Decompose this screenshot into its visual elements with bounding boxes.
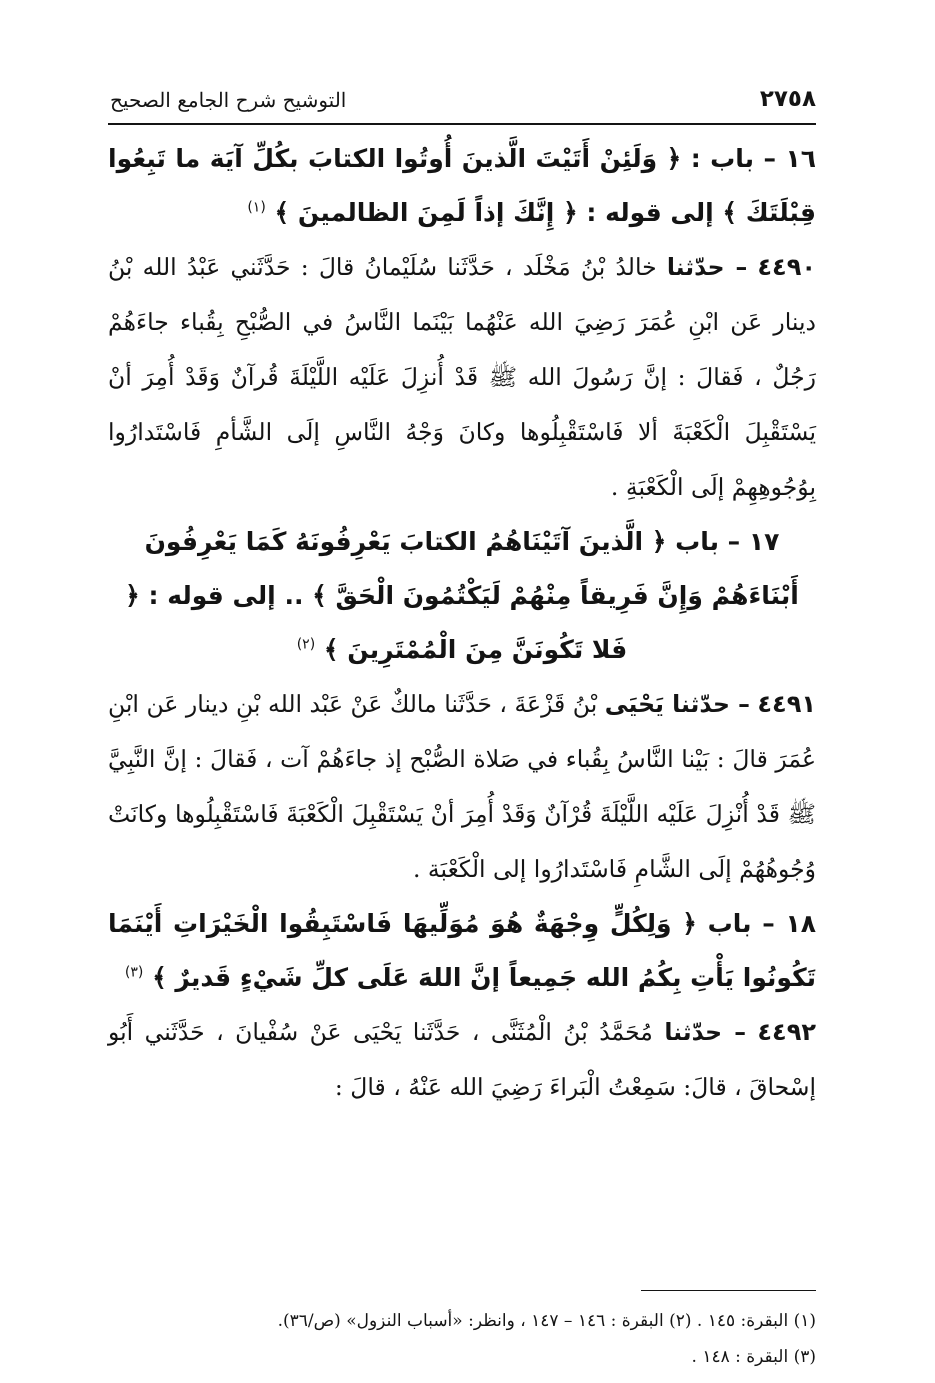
footnote-marker: (٢) (296, 636, 316, 653)
book-page (108, 80, 816, 1367)
chapter-text: ١٧ – باب ﴿ الَّذينَ آتَيْنَاهُمُ الكتابَ يَعْرِفُونَهُ كَمَا يَعْرِفُونَ أَبْنَاءَهُمْ وَإِنَّ فَرِيقاً مِنْهُمْ لَيَكْتُمُونَ الْحَقَّ ﴾ .. إلى قوله : ﴿ فَلا تَكُونَنَّ مِنَ الْمُمْتَرِينَ ﴾ (125, 527, 799, 664)
hadith-text: مُحَمَّدُ بْنُ الْمُثَنَّى ، حَدَّثَنا يَحْيَى عَنْ سُفْيانَ ، حَدَّثَني أَبُو إسْحاقَ ، قالَ: سَمِعْتُ الْبَراءَ رَضِيَ الله عَنْهُ ، قالَ : (108, 1018, 816, 1101)
hadith-4492 (108, 1005, 816, 1115)
header-rule (108, 123, 816, 125)
footnote-line: (٣) البقرة : ١٤٨ . (691, 1347, 816, 1367)
hadith-4490 (108, 240, 816, 515)
hadith-lead: – حدّثنا يَحْيَى (604, 690, 750, 718)
running-title: التوشيح شرح الجامع الصحيح (110, 88, 347, 112)
footnote-rule (641, 1290, 816, 1291)
chapter-heading-16 (108, 132, 816, 240)
hadith-lead: – حدّثنا (666, 253, 748, 281)
hadith-text: بْنُ قَزْعَةَ ، حَدَّثَنا مالكٌ عَنْ عَبْد الله بْنِ دينار عَن ابْنِ عُمَرَ قالَ : بَيْنا النَّاسُ بِقُباء في صَلاة الصُّبْح إذ جاءَهُمْ آت ، فَقالَ : إنَّ النَّبِيَّ ﷺ قَدْ أُنْزِلَ عَلَيْه اللَّيْلَةَ قُرْآنٌ وَقَدْ أُمِرَ أنْ يَسْتَقْبِلَ الْكَعْبَةَ فَاسْتَقْبِلُوها وكانَتْ وُجُوهُهُمْ إلَى الشَّامِ فَاسْتَدارُوا إلى الْكَعْبَة . (108, 690, 816, 883)
chapter-text: ١٨ – باب ﴿ وَلِكُلٍّ وِجْهَةٌ هُوَ مُوَلِّيهَا فَاسْتَبِقُوا الْخَيْرَاتِ أَيْنَمَا تَكُونُوا يَأْتِ بِكُمُ الله جَمِيعاً إنَّ اللهَ عَلَى كلِّ شَيْءٍ قَديرٌ ﴾ (108, 909, 816, 992)
footnote-marker: (٣) (124, 964, 144, 981)
footnote-marker: (١) (247, 199, 266, 216)
hadith-number: ٤٤٩٠ (757, 253, 816, 281)
hadith-number: ٤٤٩٢ (757, 1018, 816, 1046)
hadith-lead: – حدّثنا (664, 1018, 746, 1046)
footnotes (108, 1303, 816, 1375)
hadith-4491 (108, 677, 816, 897)
footnote-line: (١) البقرة: ١٤٥ . (٢) البقرة : ١٤٦ – ١٤٧ ، وانظر: «أسباب النزول» (ص/٣٦). (277, 1311, 816, 1331)
chapter-heading-17 (108, 515, 816, 677)
hadith-number: ٤٤٩١ (757, 690, 816, 718)
page-number: ٢٧٥٨ (759, 86, 816, 112)
page-header (108, 80, 816, 120)
chapter-text: ١٦ – باب : ﴿ وَلَئِنْ أَتَيْتَ الَّذينَ أُوتُوا الكتابَ بكُلِّ آيَة ما تَبِعُوا قِبْلَتَكَ ﴾ إلى قوله : ﴿ إِنَّكَ إذاً لَمِنَ الظالمينَ ﴾ (108, 144, 816, 227)
hadith-text: خالدُ بْنُ مَخْلَد ، حَدَّثَنا سُلَيْمانُ قالَ : حَدَّثَني عَبْدُ الله بْنُ دينار عَن ابْنِ عُمَرَ رَضِيَ الله عَنْهُما بَيْنَما النَّاسُ في الصُّبْحِ بِقُباء جاءَهُمْ رَجُلٌ ، فَقالَ : إنَّ رَسُولَ الله ﷺ قَدْ أُنزِلَ عَلَيْه اللَّيْلَةَ قُرآنٌ وَقَدْ أُمِرَ أنْ يَسْتَقْبِلَ الْكَعْبَةَ ألا فَاسْتَقْبِلُوها وكانَ وَجْهُ النَّاسِ إلَى الشَّأمِ فَاسْتَدارُوا بِوُجُوهِهِمْ إلَى الْكَعْبَةِ . (108, 253, 816, 501)
page-body (108, 132, 816, 1115)
chapter-heading-18 (108, 897, 816, 1005)
